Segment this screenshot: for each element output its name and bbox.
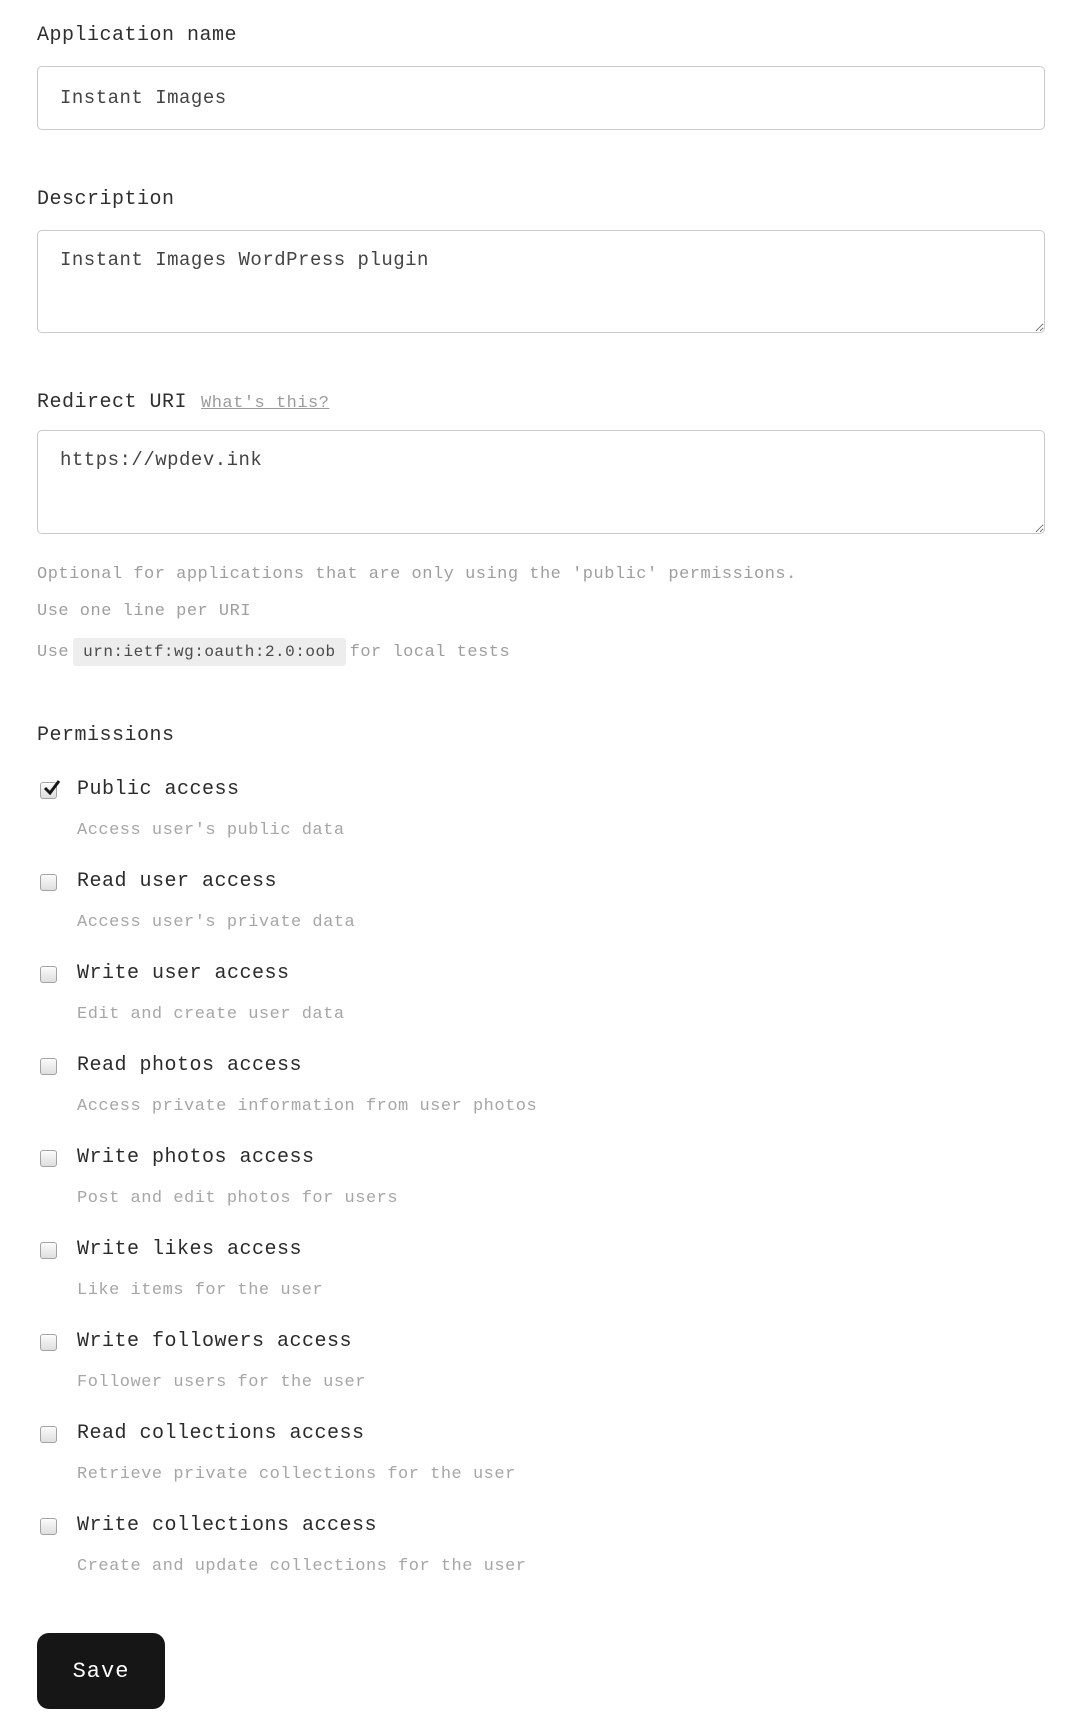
redirect-uri-help-line-2: Use one line per URI — [37, 602, 252, 621]
redirect-uri-help — [37, 564, 1045, 666]
permission-write-likes-access[interactable] — [37, 1238, 1045, 1262]
read-user-access-checkbox[interactable] — [40, 874, 57, 891]
permission-row-read-user-access — [37, 870, 1045, 933]
help-line-3-suffix: for local tests — [349, 643, 511, 662]
permission-description: Access private information from user photos — [77, 1097, 538, 1116]
permission-label[interactable]: Read photos access — [77, 1054, 303, 1077]
write-likes-access-checkbox[interactable] — [40, 1242, 57, 1259]
permission-read-collections-access[interactable] — [37, 1422, 1045, 1446]
permission-description: Retrieve private collections for the user — [77, 1465, 516, 1484]
whats-this-link[interactable]: What's this? — [201, 394, 330, 413]
permission-row-public-access — [37, 778, 1045, 841]
permission-description: Follower users for the user — [77, 1373, 366, 1392]
permission-description: Create and update collections for the user — [77, 1557, 527, 1576]
public-access-checkbox[interactable] — [40, 782, 57, 799]
permission-label[interactable]: Write user access — [77, 962, 290, 985]
write-collections-access-checkbox[interactable] — [40, 1518, 57, 1535]
permission-label[interactable]: Write collections access — [77, 1514, 378, 1537]
write-user-access-checkbox[interactable] — [40, 966, 57, 983]
description-input[interactable] — [37, 230, 1045, 333]
permission-row-write-photos-access — [37, 1146, 1045, 1209]
read-photos-access-checkbox[interactable] — [40, 1058, 57, 1075]
permission-description: Edit and create user data — [77, 1005, 345, 1024]
redirect-uri-label: Redirect URI — [37, 391, 188, 414]
redirect-uri-help-line-1: Optional for applications that are only using the 'public' permissions. — [37, 565, 797, 584]
redirect-uri-input[interactable] — [37, 430, 1045, 534]
read-collections-access-checkbox[interactable] — [40, 1426, 57, 1443]
redirect-uri-help-line-3 — [37, 638, 1045, 666]
permission-row-write-user-access — [37, 962, 1045, 1025]
permission-row-write-collections-access — [37, 1514, 1045, 1577]
permission-label[interactable]: Read collections access — [77, 1422, 365, 1445]
permission-read-user-access[interactable] — [37, 870, 1045, 894]
permission-label[interactable]: Read user access — [77, 870, 278, 893]
permission-description: Post and edit photos for users — [77, 1189, 399, 1208]
permission-write-followers-access[interactable] — [37, 1330, 1045, 1354]
permission-write-collections-access[interactable] — [37, 1514, 1045, 1538]
permission-description: Access user's public data — [77, 821, 345, 840]
permission-write-photos-access[interactable] — [37, 1146, 1045, 1170]
permission-row-write-likes-access — [37, 1238, 1045, 1301]
permission-description: Like items for the user — [77, 1281, 324, 1300]
permission-label[interactable]: Public access — [77, 778, 240, 801]
write-photos-access-checkbox[interactable] — [40, 1150, 57, 1167]
checkmark-icon — [42, 778, 61, 797]
permission-read-photos-access[interactable] — [37, 1054, 1045, 1078]
application-name-input[interactable] — [37, 66, 1045, 130]
permission-label[interactable]: Write likes access — [77, 1238, 303, 1261]
application-name-label: Application name — [37, 24, 238, 47]
permission-label[interactable]: Write followers access — [77, 1330, 353, 1353]
save-button[interactable]: Save — [37, 1633, 165, 1709]
write-followers-access-checkbox[interactable] — [40, 1334, 57, 1351]
permission-write-user-access[interactable] — [37, 962, 1045, 986]
permissions-heading: Permissions — [37, 724, 175, 747]
permission-description: Access user's private data — [77, 913, 356, 932]
permission-row-write-followers-access — [37, 1330, 1045, 1393]
permission-row-read-photos-access — [37, 1054, 1045, 1117]
permission-public-access[interactable] — [37, 778, 1045, 802]
permission-label[interactable]: Write photos access — [77, 1146, 315, 1169]
redirect-uri-label-row — [37, 391, 1045, 415]
help-line-3-prefix: Use — [37, 643, 70, 662]
description-label: Description — [37, 188, 175, 211]
permission-row-read-collections-access — [37, 1422, 1045, 1485]
oob-uri-code: urn:ietf:wg:oauth:2.0:oob — [73, 638, 346, 666]
